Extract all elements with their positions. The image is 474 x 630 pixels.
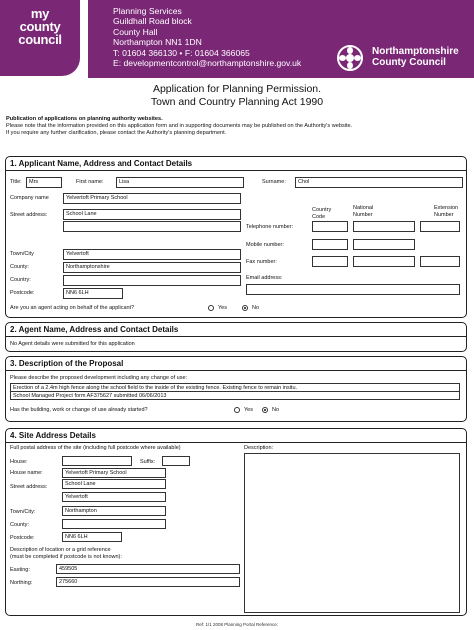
address-line: County Hall (113, 26, 158, 37)
address-line: Northampton NN1 1DN (113, 37, 202, 48)
section-proposal (5, 356, 467, 422)
house-field[interactable] (62, 456, 132, 466)
postcode-label: Postcode: (10, 290, 35, 296)
work-started-no-radio[interactable] (262, 407, 268, 413)
section-agent (5, 322, 467, 352)
form-title-line-2: Town and Country Planning Act 1990 (150, 95, 324, 108)
logo-line-2: county (19, 19, 61, 34)
council-address (113, 6, 301, 68)
country-code-label: Country Code (312, 207, 332, 220)
publication-line-1: Please note that the information provided on this application form and in supporting documents may be published on the Authority's website. (6, 123, 353, 129)
northing-label: Northing: (10, 580, 33, 586)
work-started-no-label: No (272, 407, 280, 413)
my-county-council-logo (0, 0, 80, 76)
section-heading: 1. Applicant Name, Address and Contact Details (6, 157, 466, 171)
agent-no-radio[interactable] (242, 305, 248, 311)
fax-label: Fax number: (246, 259, 277, 265)
town-label: Town/City: (10, 509, 36, 515)
publication-line-2: If you require any further clarification, please contact the Authority's planning department. (6, 130, 227, 136)
country-label: Country: (10, 277, 31, 283)
logo-line-3: council (18, 32, 62, 47)
full-address-label: Full postal address of the site (including full postcode where available) (10, 445, 181, 451)
house-label: House: (10, 459, 28, 465)
fax-country-code-field[interactable] (312, 256, 348, 267)
council-name-line-1: Northamptonshire (372, 46, 459, 57)
northing-field[interactable]: 275660 (56, 577, 240, 587)
address-line: Planning Services (113, 6, 182, 16)
work-started-yes-radio[interactable] (234, 407, 240, 413)
agent-yes-radio[interactable] (208, 305, 214, 311)
section-applicant (5, 156, 467, 318)
agent-no-label: No (252, 305, 260, 311)
country-field[interactable] (63, 275, 241, 286)
postcode-field[interactable]: NN6 6LH (63, 288, 123, 299)
title-label: Title: (10, 179, 22, 185)
form-title-line-1: Application for Planning Permission. (152, 83, 322, 95)
site-description-label: Description: (244, 445, 274, 451)
county-emblem-icon (336, 44, 364, 72)
fax-number-field[interactable] (353, 256, 415, 267)
county-field[interactable]: Northamptonshire (63, 262, 241, 273)
section-heading: 2. Agent Name, Address and Contact Details (6, 323, 466, 337)
street-field-2[interactable]: Yelvertoft (62, 492, 166, 502)
location-description-label-1: Description of location or a grid reference (10, 547, 111, 553)
agent-details-text: No Agent details were submitted for this application (10, 341, 135, 347)
suffix-field[interactable] (162, 456, 190, 466)
address-line: Guildhall Road block (113, 16, 192, 27)
suffix-label: Suffix: (140, 459, 156, 465)
email-label: Email address: (246, 275, 283, 281)
mobile-country-code-field[interactable] (312, 239, 348, 250)
address-line: T: 01604 366130 • F: 01604 366065 (113, 47, 250, 58)
email-field[interactable] (246, 284, 460, 295)
publication-heading: Publication of applications on planning authority websites. (6, 116, 163, 122)
telephone-label: Telephone number: (246, 224, 294, 230)
title-field[interactable]: Mrs (26, 177, 62, 188)
mobile-number-field[interactable] (353, 239, 415, 250)
fax-extension-field[interactable] (420, 256, 460, 267)
address-line: E: developmentcontrol@northamptonshire.gov.uk (113, 58, 302, 69)
street-label: Street address: (10, 484, 48, 490)
section-site-address (5, 428, 467, 616)
form-title (0, 83, 474, 108)
telephone-number-field[interactable] (353, 221, 415, 232)
telephone-country-code-field[interactable] (312, 221, 348, 232)
telephone-extension-field[interactable] (420, 221, 460, 232)
easting-field[interactable]: 459505 (56, 564, 240, 574)
proposal-prompt: Please describe the proposed development including any change of use: (10, 375, 188, 381)
proposal-description-line-1[interactable]: Erection of a 2.4m high fence along the school field to the inside of the existing fence. Existing fence to remain insitu. (10, 383, 460, 392)
postcode-field[interactable]: NN6 6LH (62, 532, 122, 542)
surname-label: Surname: (262, 179, 286, 185)
agent-question: Are you an agent acting on behalf of the applicant? (10, 305, 135, 311)
publication-notice (6, 116, 468, 137)
site-description-field[interactable] (244, 453, 460, 613)
mobile-label: Mobile number: (246, 242, 284, 248)
logo-line-1: my (30, 6, 50, 21)
council-name-line-2: County Council (372, 57, 446, 68)
location-description-label-2: (must be completed if postcode is not known): (10, 554, 122, 560)
page-footer: Ref: 1/1 2008 Planning Portal Reference: (195, 622, 279, 627)
proposal-description-line-2[interactable]: School Managed Project form AF375627 submitted 06/06/2013 (10, 391, 460, 400)
easting-label: Easting: (10, 567, 30, 573)
section-heading: 4. Site Address Details (6, 429, 466, 443)
extension-number-label: Extension Number (434, 205, 459, 218)
section-heading: 3. Description of the Proposal (6, 357, 466, 371)
street-field[interactable]: School Lane (63, 209, 241, 220)
street-field[interactable]: School Lane (62, 479, 166, 489)
county-label: County: (10, 264, 29, 270)
house-name-label: House name: (10, 470, 43, 476)
county-field[interactable] (62, 519, 166, 529)
company-label: Company name (10, 195, 49, 201)
first-name-label: First name: (76, 179, 104, 185)
postcode-label: Postcode: (10, 535, 35, 541)
house-name-field[interactable]: Yelvertoft Primary School (62, 468, 166, 478)
first-name-field[interactable]: Lisa (116, 177, 244, 188)
street-label: Street address: (10, 212, 48, 218)
council-name (372, 46, 459, 68)
national-number-label: National Number (353, 205, 374, 218)
work-started-question: Has the building, work or change of use already started? (10, 407, 148, 413)
town-field[interactable]: Northampton (62, 506, 166, 516)
company-field[interactable]: Yelvertoft Primary School (63, 193, 241, 204)
town-field[interactable]: Yelvertoft (63, 249, 241, 260)
county-label: County: (10, 522, 29, 528)
work-started-yes-label: Yes (244, 407, 253, 413)
street-field-2[interactable] (63, 221, 241, 232)
town-label: Town/City (10, 251, 34, 257)
surname-field[interactable]: Chol (295, 177, 463, 188)
agent-yes-label: Yes (218, 305, 227, 311)
